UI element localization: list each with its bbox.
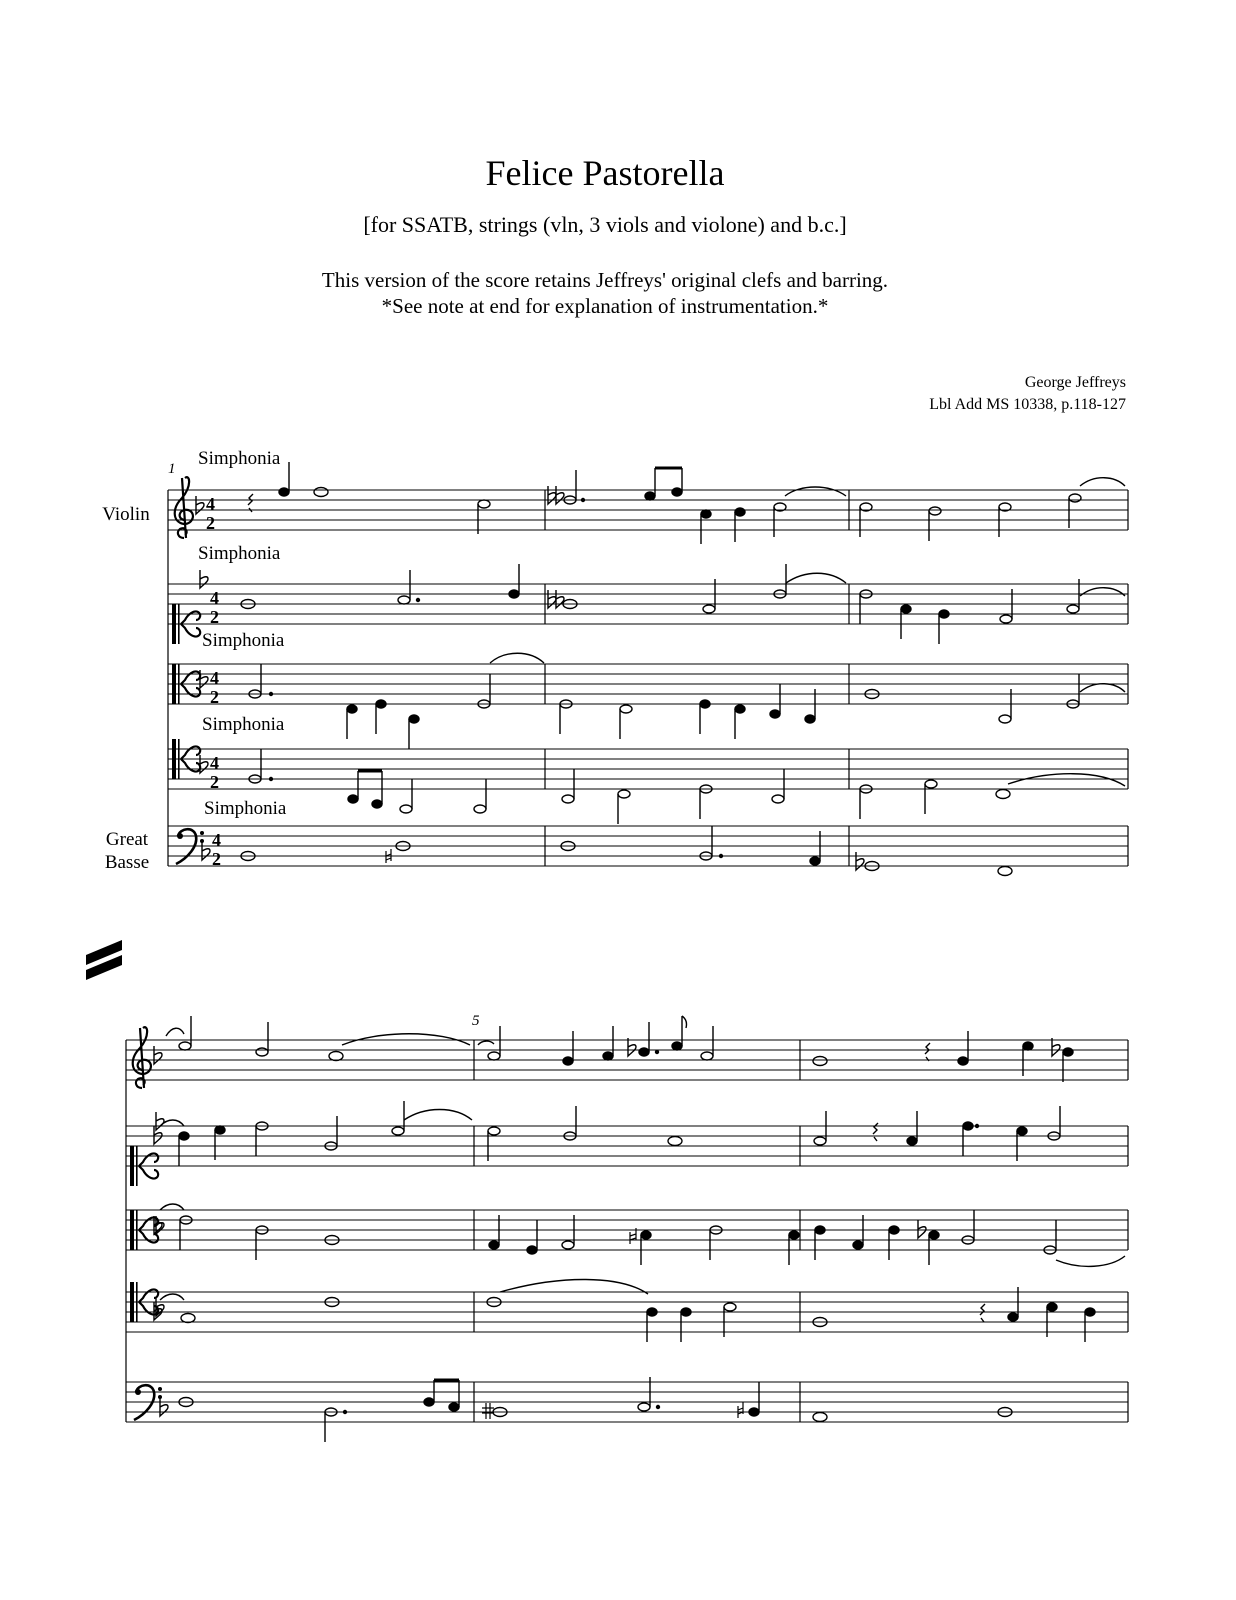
svg-text:2: 2 — [210, 607, 219, 627]
section-label: Simphonia — [198, 448, 281, 469]
source-reference: Lbl Add MS 10338, p.118-127 — [929, 396, 1126, 413]
svg-text:4: 4 — [210, 668, 219, 688]
edition-note-1: This version of the score retains Jeffreys' original clefs and barring. — [321, 268, 889, 292]
section-label: Simphonia — [204, 798, 287, 819]
svg-text:2: 2 — [210, 772, 219, 792]
measure-number: 5 — [472, 1013, 480, 1029]
section-label: Simphonia — [202, 714, 285, 735]
svg-text:4: 4 — [210, 588, 219, 608]
system-separator-mark — [86, 940, 122, 980]
measure-number: 1 — [168, 461, 176, 477]
svg-text:4: 4 — [206, 494, 215, 514]
page-title: Felice Pastorella — [485, 153, 725, 193]
svg-text:4: 4 — [210, 753, 219, 773]
section-label: Simphonia — [198, 543, 281, 564]
page-subtitle: [for SSATB, strings (vln, 3 viols and violone) and b.c.] — [363, 212, 847, 237]
section-label: Simphonia — [202, 630, 285, 651]
composer-name: George Jeffreys — [1024, 374, 1126, 391]
instrument-label-violin: Violin — [102, 504, 150, 525]
svg-text:2: 2 — [206, 513, 215, 533]
edition-note-2: *See note at end for explanation of instrumentation.* — [381, 294, 829, 318]
instrument-label-great-basse-1: Great — [105, 829, 149, 850]
svg-text:2: 2 — [212, 849, 221, 869]
svg-text:4: 4 — [212, 830, 221, 850]
instrument-label-great-basse-2: Basse — [104, 852, 150, 873]
svg-text:2: 2 — [210, 687, 219, 707]
